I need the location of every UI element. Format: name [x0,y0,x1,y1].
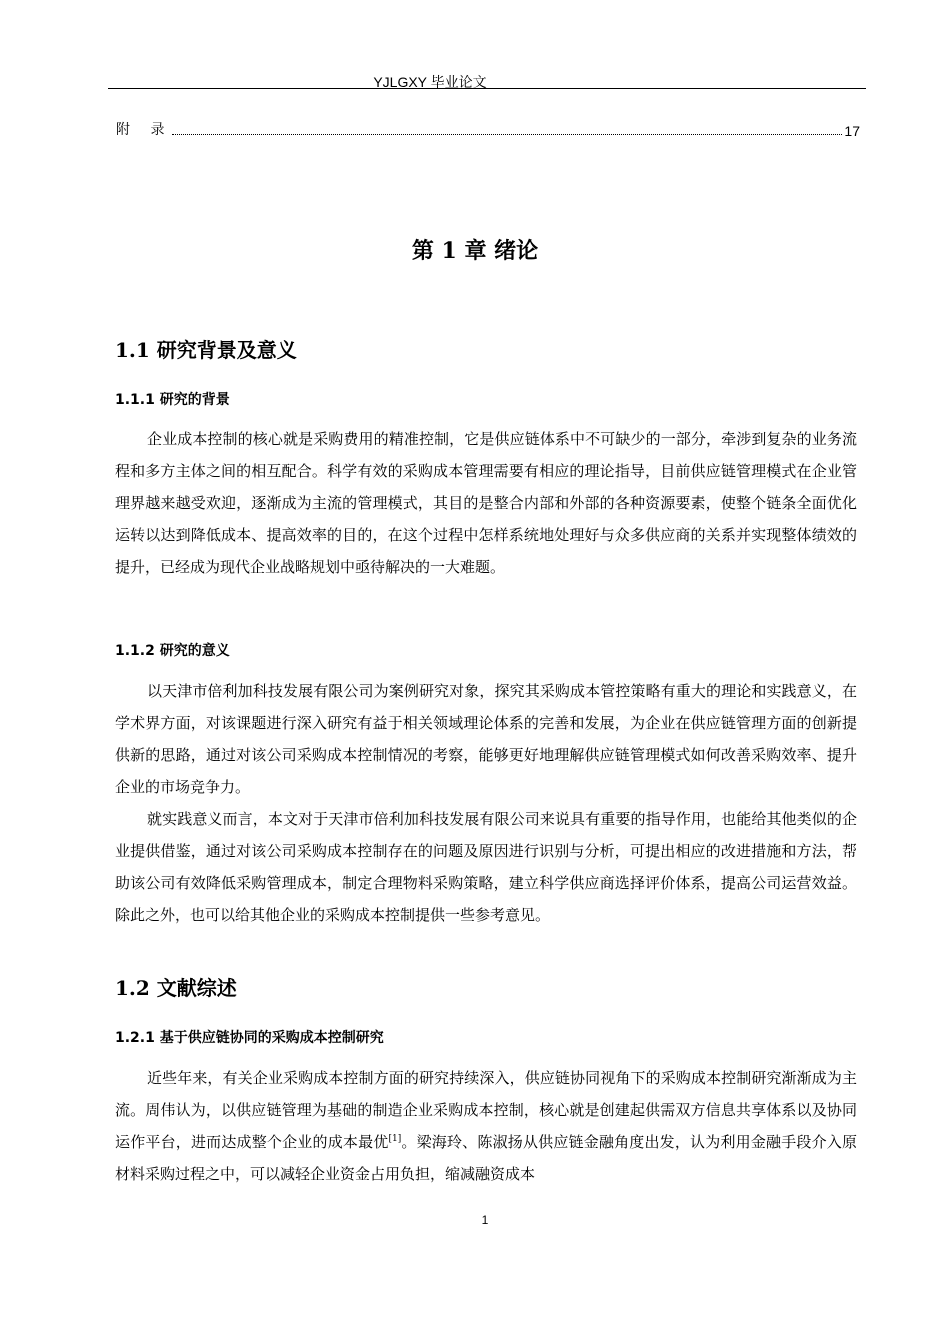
chapter-title: 第 1 章 绪论 [411,238,539,264]
page-number: 1 [481,1213,489,1227]
paragraph-significance-theory: 以天津市倍利加科技发展有限公司为案例研究对象，探究其采购成本管控策略有重大的理论和实践意义，在学术界方面，对该课题进行深入研究有益于相关领域理论体系的完善和发展，为企业在供应链管理方面的创新提供新的思路，通过对该公司采购成本控制情况的考察，能够更好地理解供应链管理模式如何改善采购效率、提升企业的市场竞争力。 [115,682,857,796]
subsection-heading-1-2-1: 1.2.1 基于供应链协同的采购成本控制研究 [115,1030,384,1046]
subsection-heading-1-1-2: 1.1.2 研究的意义 [115,643,230,659]
paragraph-significance-practice: 就实践意义而言，本文对于天津市倍利加科技发展有限公司来说具有重要的指导作用，也能给其他类似的企业提供借鉴，通过对该公司采购成本控制存在的问题及原因进行识别与分析，可提出相应的改进措施和方法，帮助该公司有效降低采购管理成本，制定合理物料采购策略，建立科学供应商选择评价体系，提高公司运营效益。除此之外，也可以给其他企业的采购成本控制提供一些参考意见。 [115,810,857,924]
paragraph-text-part-1: 近些年来，有关企业采购成本控制方面的研究持续深入，供应链协同视角下的采购成本控制研究渐渐成为主流。周伟认为，以供应链管理为基础的制造企业采购成本控制，核心就是创建起供需双方信息共享体系以及协同运作平台，进而达成整个企业的成本最优 [115,1069,857,1151]
citation-reference[interactable]: [1] [388,1134,402,1144]
toc-entry-page-number: 17 [844,123,860,139]
paragraph-background: 企业成本控制的核心就是采购费用的精准控制，它是供应链体系中不可缺少的一部分，牵涉到复杂的业务流程和多方主体之间的相互配合。科学有效的采购成本管理需要有相应的理论指导，目前供应链管理模式在企业管理界越来越受欢迎，逐渐成为主流的管理模式，其目的是整合内部和外部的各种资源要素，使整个链条全面优化运转以达到降低成本、提高效率的目的，在这个过程中怎样系统地处理好与众多供应商的关系并实现整体绩效的提升，已经成为现代企业战略规划中亟待解决的一大难题。 [115,430,857,576]
section-heading-1-1: 1.1 研究背景及意义 [115,338,297,362]
running-header-title: YJLGXY 毕业论文 [373,74,487,90]
toc-entry-label: 附 录 [116,122,173,138]
paragraph-text-part-2: 。梁海玲、陈淑扬从供应链金融角度出发，认为利用金融手段介入原材料采购过程之中，可以减轻企业资金占用负担，缩减融资成本 [115,1133,857,1183]
header-rule [108,88,866,89]
subsection-heading-1-1-1: 1.1.1 研究的背景 [115,392,230,408]
section-heading-1-2: 1.2 文献综述 [115,976,237,1000]
toc-entry-appendix[interactable] [116,119,860,139]
toc-dot-leader [172,134,842,135]
paragraph-literature-review [115,1062,857,1190]
